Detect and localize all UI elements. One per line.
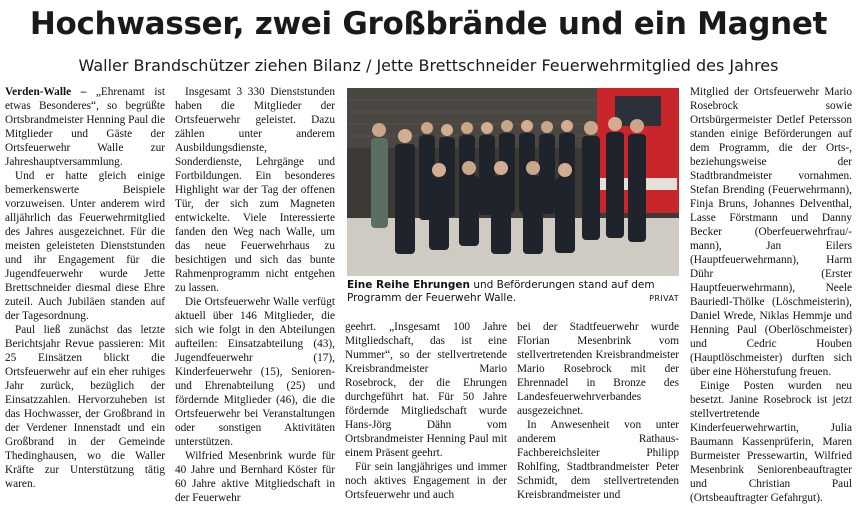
article-column-2 [175,85,335,504]
caption-lead: Eine Reihe Ehrungen [347,279,470,291]
paragraph: Für sein langjähriges und immer noch aktives Engagement in der Ortsfeuerwehr und auch [345,461,507,501]
paragraph: Insgesamt 3 330 Dienststunden haben die Mitglieder der Ortsfeuerwehr geleistet. Dazu zählen unter anderem Ausbildungsdienste, Sonderdienste, Lehrgänge und Fortbildungen. Ein besonderes Highlight war der Tag der offenen Tür, der sich zum Magneten entwickelte. Viele Interessierte fanden den Weg nach Walle, um das neue Feuerwehrhaus zu besichtigen und sich das bunte Rahmenprogramm nicht entgehen zu lassen. [175,86,335,294]
headline: Hochwasser, zwei Großbrände und ein Magnet [29,6,828,42]
paragraph: Einige Posten wurden neu besetzt. Janine Rosebrock ist jetzt stellvertretende Kinderfeuerwehrwartin, Julia Baumann Kassenprüferin, Maren Burmeister Pressewartin, Wilfried Mesenbrink Seniorenbeauftragter und Christian Paul (Ortsbeauftragter Gefahrgut). [690,380,852,504]
article-column-4 [517,320,679,510]
paragraph: geehrt. „Insgesamt 100 Jahre Mitgliedschaft, das ist eine Nummer“, so der stellvertretende Kreisbrandmeister Mario Rosebrock, der die Ehrungen durchgeführt hat. Für 50 Jahre fördernde Mitgliedschaft wurde Hans-Jörg Dähn vom Ortsbrandmeister Henning Paul mit einem Präsent geehrt. [345,321,507,459]
paragraph-text: „Ehrenamt ist etwas Besonderes“, so begrüßte Ortsbrandmeister Henning Paul die Mitglieder und Gäste der Ortsfeuerwehr Walle zur Jahreshauptversammlung. [5,86,166,168]
article-column-1 [5,85,165,510]
group-photo-image [347,88,679,276]
paragraph [5,85,165,169]
subheadline: Waller Brandschützer ziehen Bilanz / Jette Brettschneider Feuerwehrmitglied des Jahres [78,56,779,75]
paragraph: Paul ließ zunächst das letzte Berichtsjahr Revue passieren: Mit 25 Einsätzen blickt die Ortsfeuerwehr auf ein eher ruhiges Jahr zurück, bezüglich der Einsatzzahlen. Hervorzuheben ist das Hochwasser, der Großbrand in der Verdener Innenstadt und ein Großbrand in der Gemeinde Thedinghausen, wo die Waller Kräfte zur Unterstützung tätig waren. [5,324,165,490]
article-column-3 [345,320,507,510]
paragraph: Wilfried Mesenbrink wurde für 40 Jahre und Bernhard Köster für 60 Jahre aktive Mitgliedschaft in der Feuerwehr [175,450,335,504]
caption-text: und Beförderungen stand auf dem Programm der Feuerwehr Walle. [347,279,655,304]
paragraph: bei der Stadtfeuerwehr wurde Florian Mesenbrink vom stellvertretenden Kreisbrandmeister Mario Rosebrock mit der Ehrennadel in Bronze des Landesfeuerwehrverbandes ausgezeichnet. [517,321,679,417]
paragraph: Mitglied der Ortsfeuerwehr Mario Rosebrock sowie Ortsbürgermeister Detlef Petersson standen einige Beförderungen auf dem Programm, die der Orts-, beziehungsweise der Stadtbrandmeister vornahmen. Stefan Brending (Feuerwehrmann), Finja Bruns, Johannes Delventhal, Lasse Förstmann und Danny Becker (Oberfeuerwehrfrau/-mann), Jan Eilers (Hauptfeuerwehrmann), Harm Dühr (Erster Hauptfeuerwehrmann), Neele Bauriedl-Thölke (Löschmeisterin), Daniel Wrede, Niklas Hemmje und Henning Paul (Oberlöschmeister) und Cedric Houben (Hauptlöschmeister) durften sich über eine Höherstufung freuen. [690,86,852,378]
paragraph: Die Ortsfeuerwehr Walle verfügt aktuell über 146 Mitglieder, die sich wie folgt in den Abteilungen aufteilen: Einsatzabteilung (43), Jugendfeuerwehr (17), Kinderfeuerwehr (15), Senioren- und Ehrenabteilung (25) und fördernde Mitglieder (46), die die Ortsfeuerwehr bei Veranstaltungen oder sonstigen Aktivitäten unterstützen. [175,296,335,448]
group-photo [347,88,679,276]
photo-caption [347,279,679,305]
article-column-5 [690,85,852,510]
dateline: Verden-Walle – [5,86,87,98]
paragraph: In Anwesenheit von unter anderem Rathaus-Fachbereichsleiter Philipp Rohlfing, Stadtbrandmeister Peter Schmidt, dem stellvertretenden Kreisbrandmeister und [517,419,679,501]
paragraph: Und er hatte gleich einige bemerkenswerte Beispiele vorzuweisen. Unter anderem wird alljährlich das Feuerwehrmitglied des Jahres ausgezeichnet. Für die meisten geleisteten Dienststunden und ihr Engagement für die Jugendfeuerwehr wurde Jette Brettschneider diesmal diese Ehre zuteil. Auch Jubiläen standen auf der Tagesordnung. [5,170,165,322]
photo-credit: PRIVAT [649,294,679,303]
